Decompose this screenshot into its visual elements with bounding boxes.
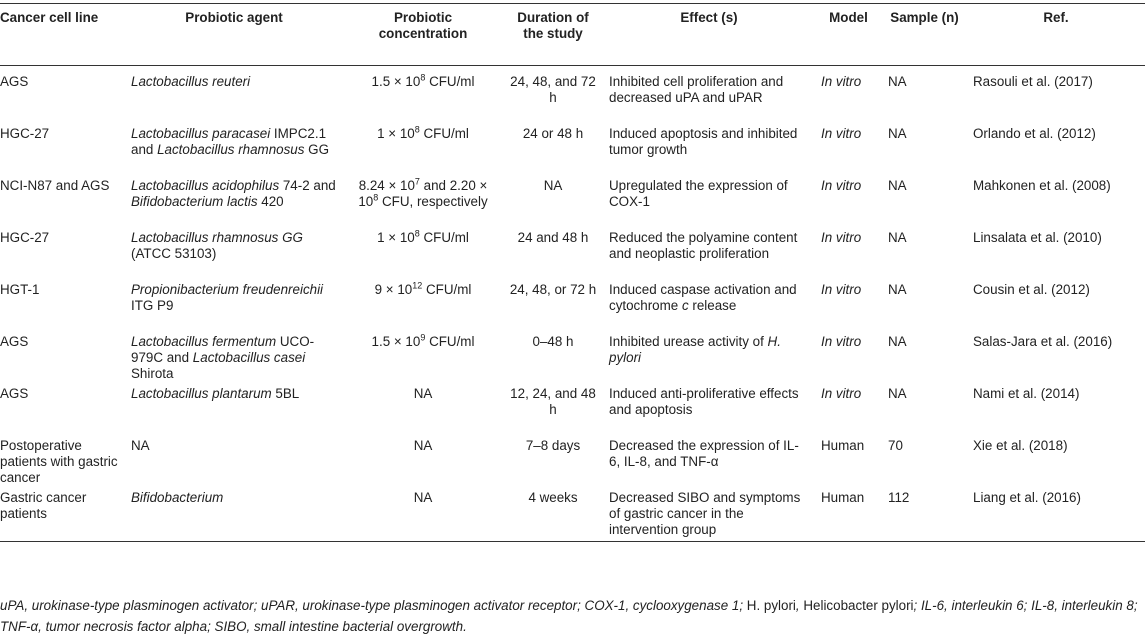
sample: NA bbox=[888, 333, 907, 349]
effect: Induced anti-proliferative effects and apoptosis bbox=[609, 385, 799, 417]
concentration: NA bbox=[413, 489, 433, 505]
probiotic-agent: Bifidobacterium bbox=[131, 489, 224, 505]
concentration: $1.5 \times 10^9$ CFU/ml bbox=[371, 332, 475, 349]
cell-line: AGS bbox=[0, 74, 29, 89]
table-header-row bbox=[0, 4, 1145, 66]
probiotic-agent: Lactobacillus acidophilus 74-2 and Bifidobacterium lactis 420 bbox=[131, 177, 336, 209]
table-row bbox=[0, 490, 1145, 542]
effect: Induced apoptosis and inhibited tumor growth bbox=[609, 125, 798, 157]
reference: Xie et al. (2018) bbox=[973, 437, 1068, 453]
concentration: $1 \times 10^8$ CFU/ml bbox=[377, 124, 469, 141]
reference: Cousin et al. (2012) bbox=[973, 281, 1090, 297]
sample: NA bbox=[888, 74, 907, 89]
effect: Decreased the expression of IL-6, IL-8, and TNF-α bbox=[609, 437, 799, 469]
duration: 24, 48, or 72 h bbox=[509, 281, 597, 297]
cell-line: AGS bbox=[0, 385, 29, 401]
model: In vitro bbox=[821, 385, 862, 401]
header-sample: Sample (n) bbox=[890, 10, 959, 25]
reference: Linsalata et al. (2010) bbox=[973, 229, 1102, 245]
probiotic-agent: Lactobacillus paracasei IMPC2.1 and Lactobacillus rhamnosus GG bbox=[131, 125, 330, 157]
model: Human bbox=[821, 437, 865, 453]
sample: NA bbox=[888, 385, 907, 401]
header-probiotic-agent: Probiotic agent bbox=[185, 10, 283, 25]
cell-line: Postoperative patients with gastric cancer bbox=[0, 437, 118, 486]
reference: Rasouli et al. (2017) bbox=[973, 74, 1093, 89]
model: In vitro bbox=[821, 74, 862, 89]
table-row bbox=[0, 386, 1145, 438]
probiotic-agent: NA bbox=[131, 437, 150, 453]
cell-line: HGT-1 bbox=[0, 281, 40, 297]
probiotics-table bbox=[0, 3, 1145, 542]
table-row bbox=[0, 178, 1145, 230]
effect: Decreased SIBO and symptoms of gastric cancer in the intervention group bbox=[609, 489, 801, 538]
header-duration: Duration of the study bbox=[517, 10, 589, 42]
duration: 0–48 h bbox=[532, 333, 574, 349]
concentration: $8.24 \times 10^7$ and $2.20 \times 10^8$ CFU, respectively bbox=[358, 176, 488, 209]
table-body bbox=[0, 66, 1145, 542]
table-row bbox=[0, 282, 1145, 334]
probiotic-agent: Lactobacillus rhamnosus GG (ATCC 53103) bbox=[131, 229, 303, 261]
reference: Nami et al. (2014) bbox=[973, 385, 1080, 401]
duration: 24 and 48 h bbox=[517, 229, 589, 245]
sample: 112 bbox=[888, 489, 910, 505]
reference: Orlando et al. (2012) bbox=[973, 125, 1096, 141]
cell-line: NCI-N87 and AGS bbox=[0, 177, 110, 193]
duration: NA bbox=[543, 177, 563, 193]
probiotic-agent: Lactobacillus reuteri bbox=[131, 74, 251, 89]
duration: 4 weeks bbox=[528, 489, 578, 505]
concentration: NA bbox=[413, 437, 433, 453]
header-probiotic-concentration: Probiotic concentration bbox=[378, 10, 468, 42]
table-row bbox=[0, 438, 1145, 490]
model: In vitro bbox=[821, 229, 862, 245]
table-row bbox=[0, 334, 1145, 386]
cell-line: HGC-27 bbox=[0, 125, 50, 141]
effect: Upregulated the expression of COX-1 bbox=[609, 177, 788, 209]
model: In vitro bbox=[821, 333, 862, 349]
concentration: $1 \times 10^8$ CFU/ml bbox=[377, 228, 469, 245]
cell-line: Gastric cancer patients bbox=[0, 489, 87, 521]
probiotic-agent: Lactobacillus plantarum 5BL bbox=[131, 385, 300, 401]
cell-line: HGC-27 bbox=[0, 229, 50, 245]
probiotic-agent: Lactobacillus fermentum UCO-979C and Lactobacillus casei Shirota bbox=[131, 333, 315, 382]
effect: Induced caspase activation and cytochrome c release bbox=[609, 281, 797, 313]
sample: NA bbox=[888, 281, 907, 297]
model: Human bbox=[821, 489, 865, 505]
reference: Mahkonen et al. (2008) bbox=[973, 177, 1111, 193]
sample: 70 bbox=[888, 437, 903, 453]
sample: NA bbox=[888, 125, 907, 141]
model: In vitro bbox=[821, 125, 862, 141]
header-ref: Ref. bbox=[1043, 10, 1069, 25]
concentration: $9 \times 10^{12}$ CFU/ml bbox=[374, 280, 472, 297]
duration: 7–8 days bbox=[525, 437, 581, 453]
effect: Inhibited cell proliferation and decreased uPA and uPAR bbox=[609, 74, 784, 106]
table-footnote: uPA, urokinase-type plasminogen activator; uPAR, urokinase-type plasminogen activator receptor; COX-1, cyclooxygenase 1; H. pylori, Helicobacter pylori; IL-6, interleukin 6; IL-8, interleukin 8; TNF-α, tumor necrosis factor alpha; SIBO, small intestine bacterial overgrowth. bbox=[0, 598, 1138, 634]
concentration: NA bbox=[413, 385, 433, 401]
table-row bbox=[0, 66, 1145, 126]
duration: 12, 24, and 48 h bbox=[510, 385, 596, 417]
table-row bbox=[0, 230, 1145, 282]
reference: Salas-Jara et al. (2016) bbox=[973, 333, 1113, 349]
duration: 24 or 48 h bbox=[522, 125, 584, 141]
table-row bbox=[0, 126, 1145, 178]
effect: Reduced the polyamine content and neoplastic proliferation bbox=[609, 229, 798, 261]
reference: Liang et al. (2016) bbox=[973, 489, 1081, 505]
concentration: $1.5 \times 10^8$ CFU/ml bbox=[371, 72, 475, 89]
probiotic-agent: Propionibacterium freudenreichii ITG P9 bbox=[131, 281, 324, 313]
header-effects: Effect (s) bbox=[680, 10, 738, 25]
sample: NA bbox=[888, 229, 907, 245]
model: In vitro bbox=[821, 281, 862, 297]
header-cancer-cell-line: Cancer cell line bbox=[0, 10, 99, 25]
effect: Inhibited urease activity of H. pylori bbox=[609, 333, 781, 365]
sample: NA bbox=[888, 177, 907, 193]
header-model: Model bbox=[829, 10, 868, 25]
cell-line: AGS bbox=[0, 333, 29, 349]
model: In vitro bbox=[821, 177, 862, 193]
duration: 24, 48, and 72 h bbox=[510, 74, 596, 106]
